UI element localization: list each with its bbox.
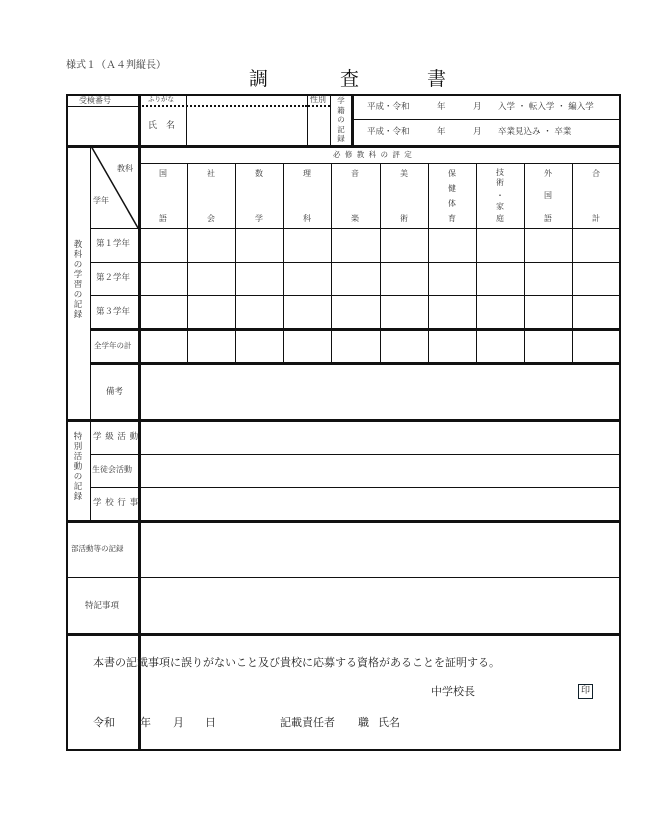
special-notes-field[interactable] [141,579,619,633]
subject-header-char: 術 [496,178,504,187]
grade-cell[interactable] [237,230,282,261]
divider [351,94,354,146]
grade-cell[interactable] [430,230,475,261]
subject-header-char: 音 [351,169,359,178]
subject-header-char: 庭 [496,214,504,223]
grade-cell[interactable] [333,330,378,361]
grade-cell[interactable] [526,330,571,361]
grade-cell[interactable] [237,330,282,361]
form-format-label: 様式１（Ａ４判縦長） [66,60,166,71]
grade-cell[interactable] [285,230,330,261]
divider [138,94,141,147]
grade-cell[interactable] [526,264,571,294]
graduation-year: 年 [437,127,446,137]
subject-header-8 [476,163,524,228]
corner-year-label: 学年 [93,196,109,205]
subject-header-char: 家 [496,202,504,211]
subject-header-char: 国 [159,169,167,178]
grade-cell[interactable] [333,264,378,294]
grade-cell[interactable] [189,230,234,261]
subject-header-4 [283,163,331,228]
club-activities-field[interactable] [141,523,619,577]
document-title-char-1: 調 [249,68,269,90]
subject-header-char: 語 [544,214,552,223]
grade-cell[interactable] [382,264,427,294]
name-field[interactable] [188,108,306,145]
subject-header-char: 術 [400,214,408,223]
divider [66,577,621,578]
graduation-status: 卒業見込み ・ 卒業 [498,127,572,137]
divider [66,145,621,148]
grade-cell[interactable] [478,297,523,327]
subject-header-char: 楽 [351,214,359,223]
subject-header-2 [187,163,235,228]
grade-cell[interactable] [237,297,282,327]
divider [90,295,621,296]
subject-header-char: 体 [448,199,456,208]
subject-header-9 [524,163,572,228]
subject-header-char: 外 [544,169,552,178]
grade-cell[interactable] [285,297,330,327]
divider [66,633,621,636]
subject-header-char: 科 [303,214,311,223]
subject-header-char: 健 [448,184,456,193]
grade-cell[interactable] [382,297,427,327]
subject-header-char: 計 [592,214,600,223]
special-activities-section-label: 特別活動の記録 [73,432,83,502]
admission-month: 月 [473,102,482,112]
position-label: 職 [358,716,369,729]
subject-header-char: 会 [207,214,215,223]
date-day: 日 [205,716,216,729]
divider [186,94,187,146]
divider [307,94,308,146]
exam-number-field[interactable] [68,108,137,145]
grades-section-label: 教科の学習の記録 [73,240,83,320]
subject-header-char: 合 [592,169,600,178]
gender-label: 性別 [310,95,326,104]
grade-cell[interactable] [526,297,571,327]
grade-cell[interactable] [574,297,619,327]
principal-label: 中学校長 [431,685,475,698]
required-subjects-header: 必 修 教 科 の 評 定 [333,150,413,159]
row-label-year-3: 第３学年 [96,307,131,317]
graduation-month: 月 [473,127,482,137]
grade-cell[interactable] [478,264,523,294]
grade-cell[interactable] [141,230,186,261]
subject-header-char: 理 [303,169,311,178]
grade-cell[interactable] [141,330,186,361]
furigana-field[interactable] [188,95,306,105]
admission-year: 年 [437,102,446,112]
activity-label-school-events: 学 校 行 事 [93,498,139,508]
furigana-label: ふりがな [148,95,174,103]
grade-cell[interactable] [189,330,234,361]
subject-header-char: 社 [207,169,215,178]
seal-stamp-box: 印 [578,684,593,699]
divider [90,328,621,331]
subject-header-char: 語 [159,214,167,223]
subject-header-char: 技 [496,168,504,177]
divider [90,228,621,229]
divider [90,454,621,455]
subject-header-char: 学 [255,214,263,223]
grade-cell[interactable] [430,264,475,294]
subject-header-char: 数 [255,169,263,178]
date-year: 年 [140,716,151,729]
subject-header-3 [235,163,283,228]
subject-header-1 [139,163,187,228]
document-title-char-2: 査 [340,68,360,90]
grade-cell[interactable] [141,297,186,327]
class-activity-field[interactable] [141,422,619,454]
row-label-year-1: 第１学年 [96,239,131,249]
certification-statement: 本書の記載事項に誤りがないこと及び貴校に応募する資格があることを証明する。 [93,656,500,669]
activity-label-student-council: 生徒会活動 [92,465,132,474]
divider [90,362,621,365]
divider [352,119,620,120]
grade-cell[interactable] [574,230,619,261]
gender-dotted-line [308,105,330,107]
grade-cell[interactable] [141,264,186,294]
grade-cell[interactable] [478,330,523,361]
grade-cell[interactable] [478,230,523,261]
corner-subject-label: 教科 [117,164,133,173]
grade-cell[interactable] [189,297,234,327]
responsible-person-label: 記載責任者 [280,716,335,729]
row-label-total: 全学年の計 [94,341,132,350]
corner-diagonal-line [90,146,139,228]
date-era: 令和 [93,716,115,729]
grade-cell[interactable] [285,264,330,294]
activity-label-class: 学 級 活 動 [93,432,139,442]
grade-cell[interactable] [382,330,427,361]
name-label: 氏 名 [148,121,176,131]
divider [330,94,331,146]
subject-header-5 [331,163,379,228]
school-events-field[interactable] [141,489,619,520]
grade-cell[interactable] [333,230,378,261]
enrollment-record-label: 学籍の記録 [337,96,345,143]
subject-header-char: 保 [448,169,456,178]
responsible-name-label: 氏名 [378,716,400,729]
remarks-field[interactable] [141,365,619,419]
grade-cell[interactable] [430,297,475,327]
admission-era: 平成・令和 [367,102,410,112]
grade-cell[interactable] [574,264,619,294]
exam-number-label: 受検番号 [79,96,111,105]
subject-header-char: ・ [496,191,504,200]
subject-header-char: 国 [544,191,552,200]
furigana-dotted-line [139,105,307,107]
subject-header-6 [380,163,428,228]
grade-cell[interactable] [526,230,571,261]
subject-header-10 [572,163,620,228]
student-council-field[interactable] [141,456,619,487]
grade-cell[interactable] [430,330,475,361]
date-month: 月 [173,716,184,729]
document-title-char-3: 書 [427,68,447,90]
admission-status: 入学 ・ 転入学 ・ 編入学 [498,102,594,112]
grade-cell[interactable] [574,330,619,361]
remarks-label: 備考 [106,387,124,397]
subject-header-char: 育 [448,214,456,223]
grade-cell[interactable] [237,264,282,294]
gender-field[interactable] [309,108,329,145]
club-activities-label: 部活動等の記録 [71,544,124,553]
grade-cell[interactable] [333,297,378,327]
grade-cell[interactable] [189,264,234,294]
divider [66,106,138,107]
grade-cell[interactable] [382,230,427,261]
subject-header-7 [428,163,476,228]
divider [90,262,621,263]
row-label-year-2: 第２学年 [96,273,131,283]
special-notes-label: 特記事項 [85,601,120,611]
graduation-era: 平成・令和 [367,127,410,137]
subject-header-char: 美 [400,169,408,178]
divider [90,487,621,488]
grade-cell[interactable] [285,330,330,361]
